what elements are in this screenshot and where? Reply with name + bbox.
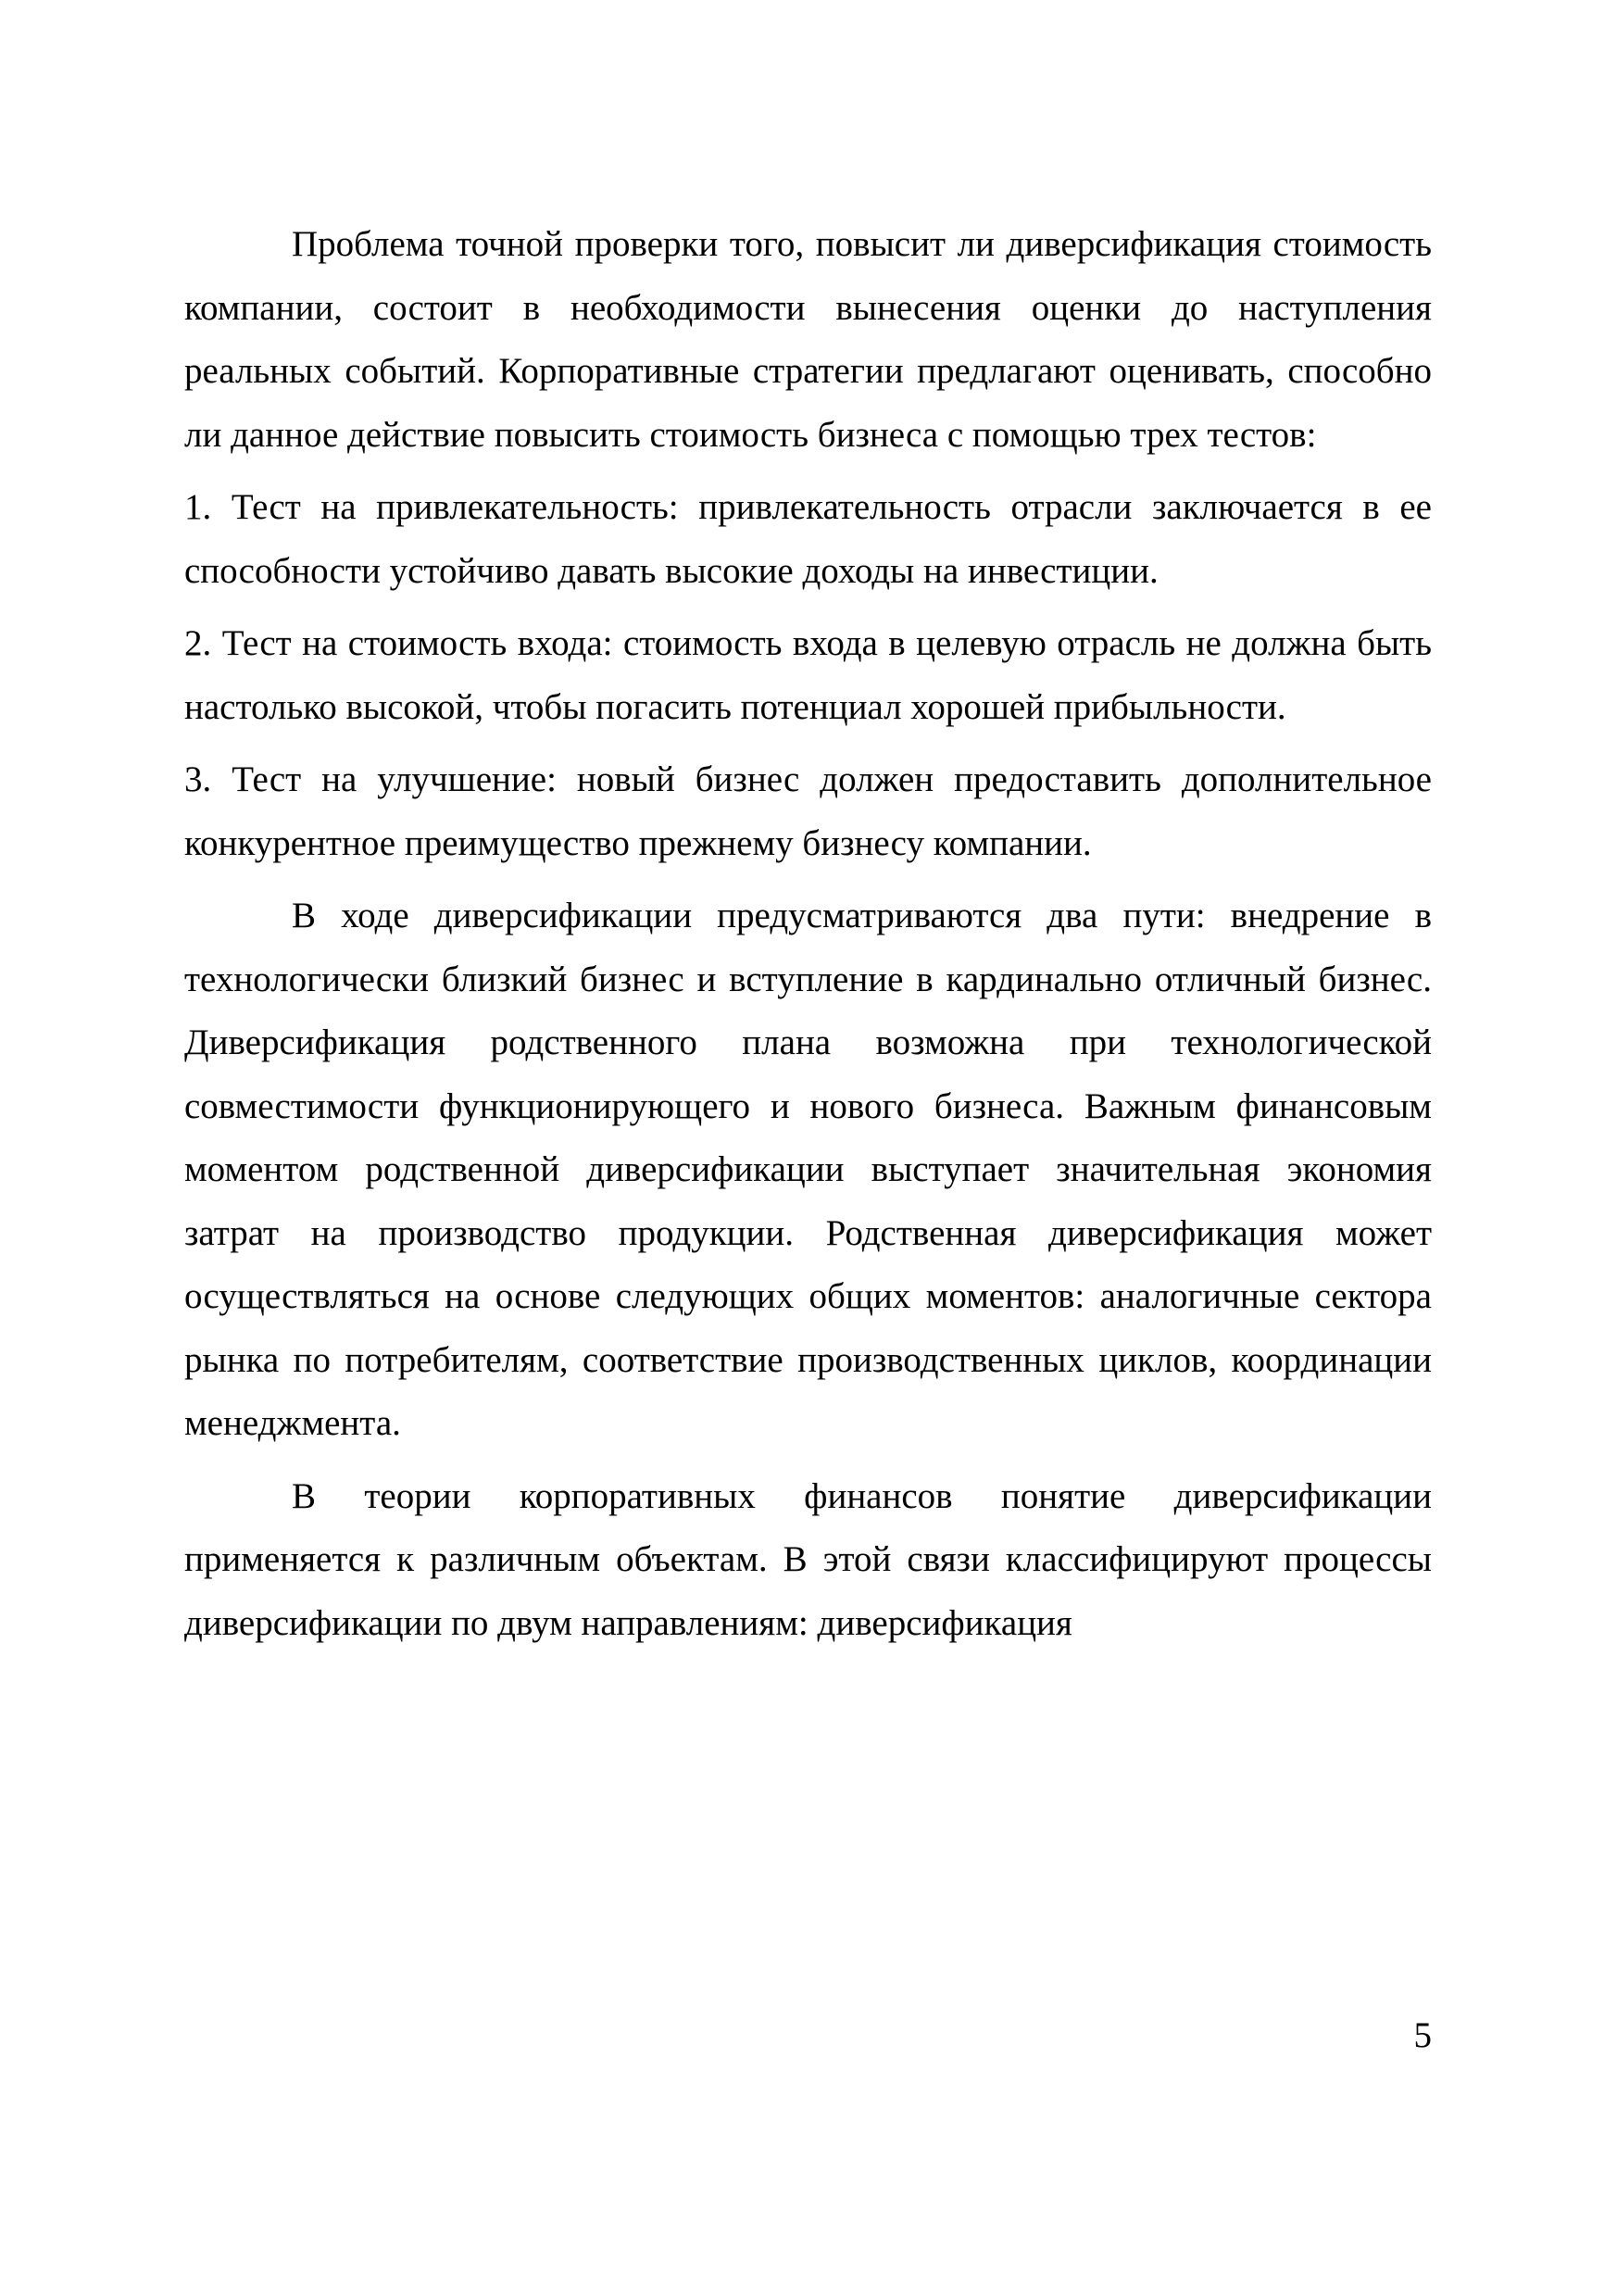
paragraph-intro: Проблема точной проверки того, повысит ли диверсификация стоимость компании, состоит в необходимости вынесения оценки до наступления реальных событий. Корпоративные стратегии предлагают оценивать, способно ли данное действие повысить стоимость бизнеса с помощью трех тестов: xyxy=(184,224,1432,455)
list-item-1: 1. Тест на привлекательность: привлекательность отрасли заключается в ее способности устойчиво давать высокие доходы на инвестиции. xyxy=(184,487,1432,591)
paragraph-diversification-paths: В ходе диверсификации предусматриваются два пути: внедрение в технологически близкий бизнес и вступление в кардинально отличный бизнес. Диверсификация родственного плана возможна при технологической совместимости функционирующего и нового бизнеса. Важным финансовым моментом родственной диверсификации выступает значительная экономия затрат на производство продукции. Родственная диверсификация может осуществляться на основе следующих общих моментов: аналогичные сектора рынка по потребителям, соответствие производственных циклов, координации менеджмента. xyxy=(184,896,1432,1443)
page-number: 5 xyxy=(1413,2015,1432,2055)
body-text xyxy=(184,213,1432,1664)
paragraph-corporate-finance: В теории корпоративных финансов понятие диверсификации применяется к различным объектам. В этой связи классифицируют процессы диверсификации по двум направлениям: диверсификация xyxy=(184,1475,1432,1643)
list-item-2: 2. Тест на стоимость входа: стоимость входа в целевую отрасль не должна быть настолько высокой, чтобы погасить потенциал хорошей прибыльности. xyxy=(184,623,1432,727)
list-item-3: 3. Тест на улучшение: новый бизнес должен предоставить дополнительное конкурентное преимущество прежнему бизнесу компании. xyxy=(184,759,1432,863)
